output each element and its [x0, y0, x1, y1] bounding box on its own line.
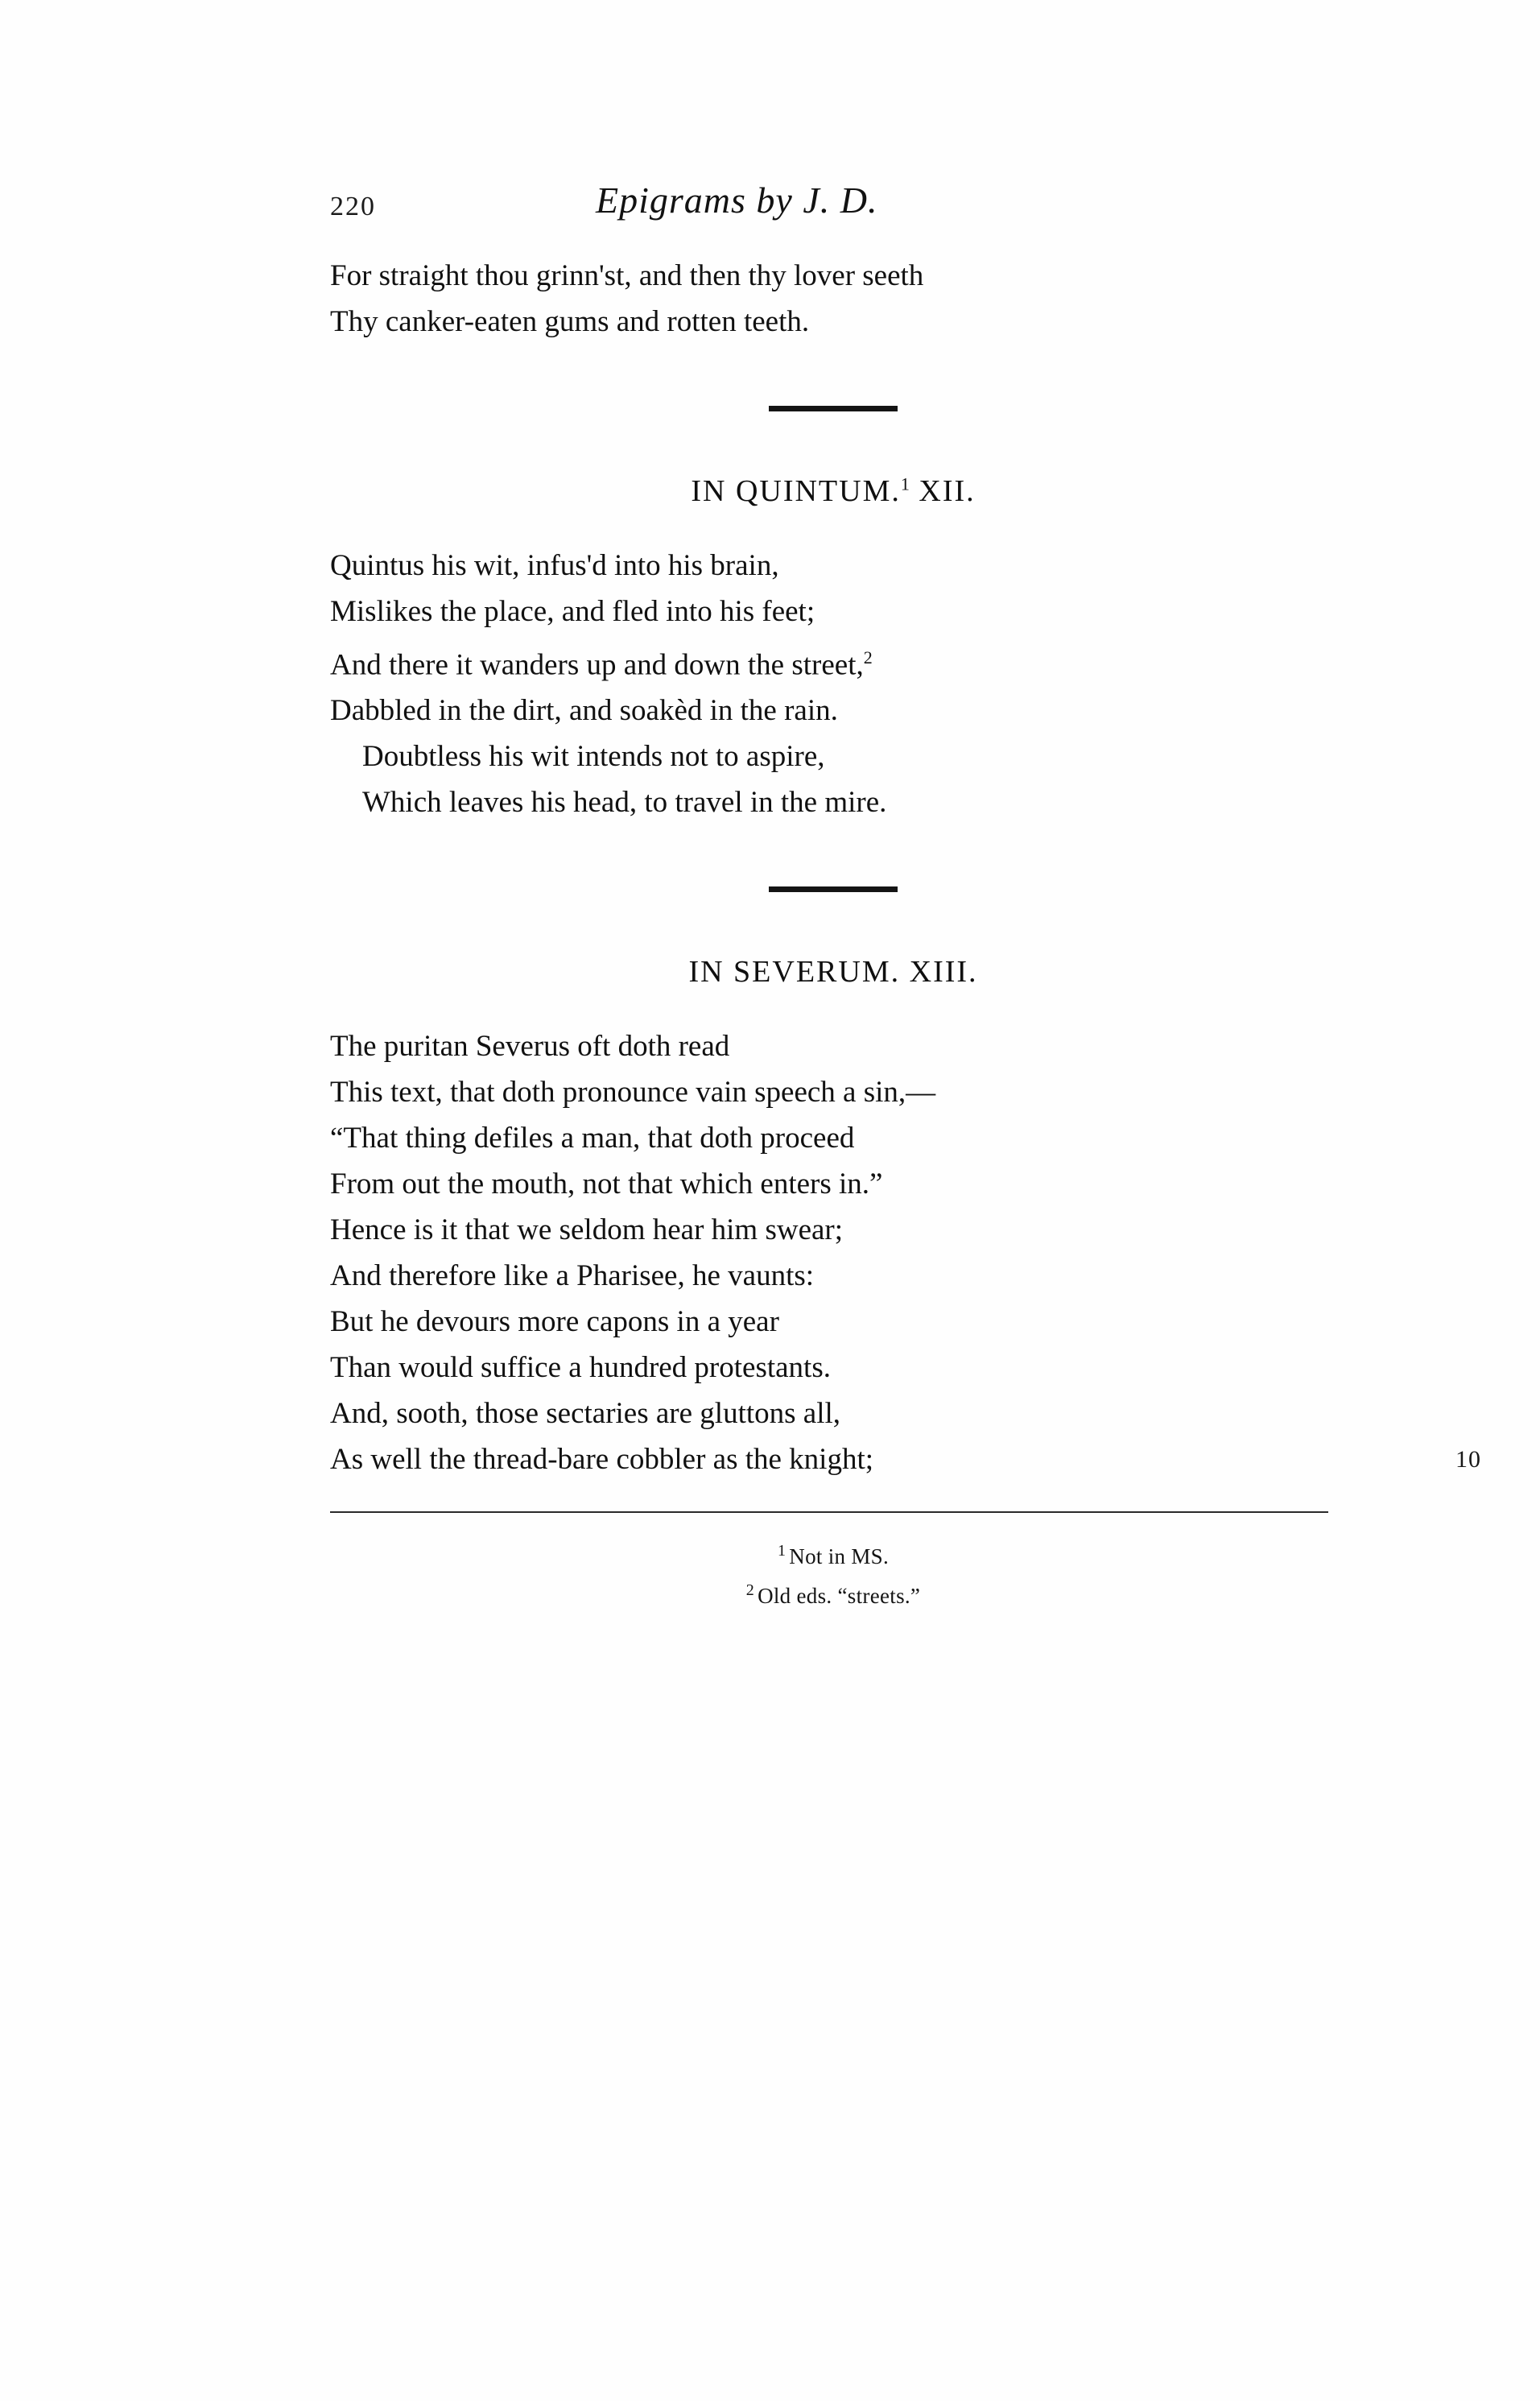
- verse-line: “That thing defiles a man, that doth proceed: [330, 1122, 855, 1155]
- verse-line: [330, 1436, 1481, 1482]
- verse-line-text: And there it wanders up and down the street,: [330, 648, 864, 682]
- poem-heading-text: IN QUINTUM.: [691, 474, 901, 508]
- poem-heading-number: XII.: [909, 474, 976, 508]
- footnote-number: 1: [777, 1542, 787, 1560]
- verse-line: Doubtless his wit intends not to aspire,: [362, 740, 825, 774]
- verse-line: But he devours more capons in a year: [330, 1305, 779, 1339]
- verse-line: Mislikes the place, and fled into his feet;: [330, 595, 815, 628]
- poem-severum-body: [330, 1023, 1481, 1482]
- footnote-number: 2: [745, 1581, 755, 1600]
- footnote-text: Old eds. “streets.”: [758, 1584, 921, 1609]
- verse-line: From out the mouth, not that which enters in.”: [330, 1167, 883, 1201]
- section-divider: [330, 401, 1336, 415]
- footnote-text: Not in MS.: [789, 1544, 890, 1569]
- verse-line: Thy canker-eaten gums and rotten teeth.: [330, 305, 810, 338]
- line-number: 10: [1455, 1446, 1481, 1473]
- section-divider: [330, 882, 1336, 896]
- verse-line: The puritan Severus oft doth read: [330, 1030, 730, 1064]
- footnote-area: [330, 1534, 1336, 1613]
- verse-line-text: As well the thread-bare cobbler as the knight;: [330, 1443, 874, 1477]
- page-content: [330, 169, 1481, 1613]
- verse-line: Than would suffice a hundred protestants.: [330, 1351, 831, 1385]
- footnote-item: [330, 1534, 1336, 1573]
- verse-line: And, sooth, those sectaries are gluttons all,: [330, 1397, 841, 1431]
- divider-rule: [769, 406, 898, 411]
- divider-rule: [769, 886, 898, 892]
- verse-line: For straight thou grinn'st, and then thy lover seeth: [330, 259, 924, 292]
- verse-line: Dabbled in the dirt, and soakèd in the rain.: [330, 694, 838, 728]
- verse-line: Quintus his wit, infus'd into his brain,: [330, 549, 779, 582]
- footnote-item: [330, 1573, 1336, 1613]
- verse-line: Hence is it that we seldom hear him swear;: [330, 1213, 844, 1247]
- poem-heading-quintum: [330, 473, 1336, 509]
- verse-line: Which leaves his head, to travel in the mire.: [362, 786, 887, 820]
- running-head: [330, 169, 1336, 233]
- poem-heading-severum: IN SEVERUM. XIII.: [688, 955, 978, 990]
- footnote-marker-1: 1: [900, 473, 910, 494]
- footnote-marker-2: 2: [863, 647, 873, 667]
- continuation-verse: [330, 253, 1336, 345]
- page-number: 220: [330, 192, 376, 221]
- poem-quintum-body: [330, 543, 1336, 825]
- footnote-rule: [330, 1511, 1328, 1513]
- verse-line: And therefore like a Pharisee, he vaunts:: [330, 1259, 815, 1293]
- verse-line: This text, that doth pronounce vain speech a sin,—: [330, 1076, 936, 1110]
- verse-line: [330, 634, 1336, 688]
- running-title: Epigrams by J. D.: [596, 180, 878, 221]
